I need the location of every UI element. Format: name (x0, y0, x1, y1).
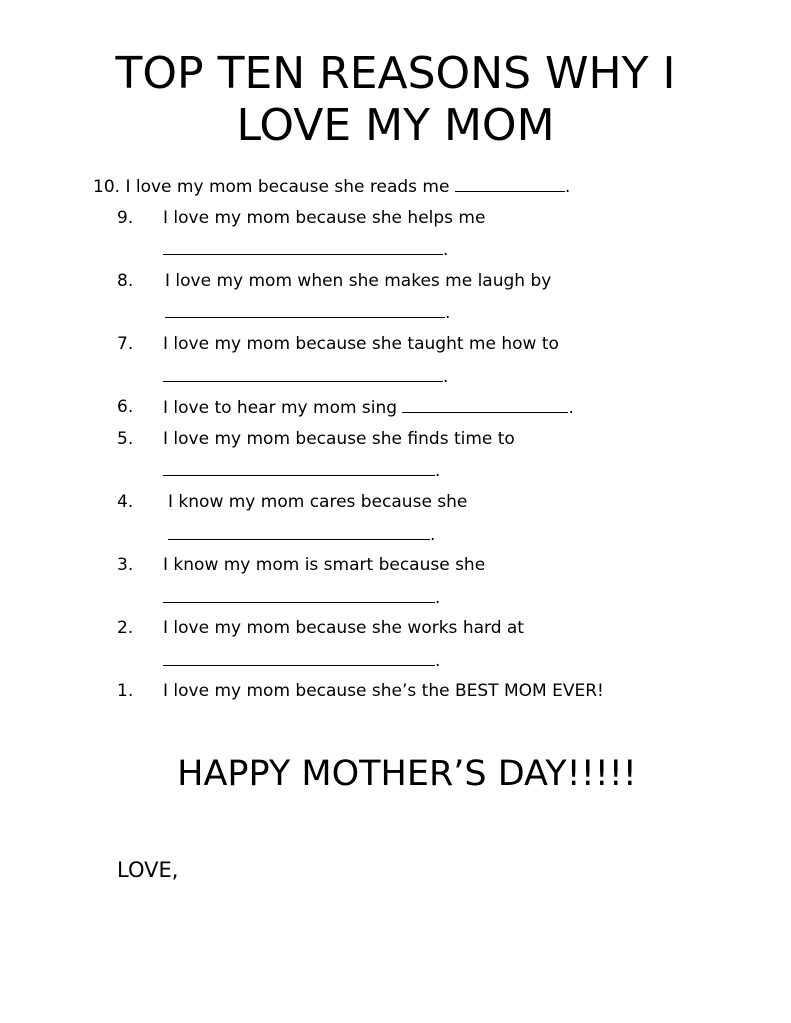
reason-10-end: . (564, 177, 571, 197)
reason-5-end: . (435, 461, 441, 481)
reason-3-answer (163, 587, 440, 608)
reason-10-blank[interactable] (455, 176, 565, 192)
reason-2-blank[interactable] (163, 650, 435, 666)
signoff: LOVE, (117, 858, 179, 882)
reason-8-text: I love my mom when she makes me laugh by (165, 271, 552, 291)
reason-5-text: I love my mom because she finds time to (163, 429, 515, 449)
reason-9-answer (163, 239, 448, 260)
reason-6-end: . (568, 398, 574, 418)
reason-10-text: I love my mom because she reads me (125, 177, 450, 197)
reason-3-blank[interactable] (163, 587, 435, 603)
reason-8-answer (165, 302, 450, 323)
reason-3-text: I know my mom is smart because she (163, 555, 486, 575)
reason-7-end: . (443, 367, 449, 387)
reason-6 (163, 397, 574, 418)
reason-5-number: 5. (117, 429, 134, 449)
reason-6-blank[interactable] (402, 397, 568, 413)
happy-mothers-day-banner: HAPPY MOTHER’S DAY!!!!! (177, 754, 637, 794)
reason-7-number: 7. (117, 334, 134, 354)
reason-3-number: 3. (117, 555, 134, 575)
reason-8-blank[interactable] (165, 302, 445, 318)
reason-9-end: . (443, 240, 449, 260)
reason-10-number: 10. (93, 177, 121, 197)
reason-7-blank[interactable] (163, 366, 443, 382)
reason-7-text: I love my mom because she taught me how to (163, 334, 559, 354)
reason-2-end: . (435, 651, 441, 671)
reason-2-number: 2. (117, 618, 134, 638)
reason-2-answer (163, 650, 440, 671)
reason-4-text: I know my mom cares because she (168, 492, 468, 512)
reason-9-blank[interactable] (163, 239, 443, 255)
reason-4-blank[interactable] (168, 524, 430, 540)
page-title-line1: TOP TEN REASONS WHY I (115, 48, 676, 99)
page-title (60, 48, 731, 152)
reason-6-number: 6. (117, 397, 134, 417)
reason-8-end: . (445, 303, 451, 323)
reason-3-end: . (435, 588, 441, 608)
reason-4-answer (168, 524, 435, 545)
reason-5-blank[interactable] (163, 460, 435, 476)
reason-8-number: 8. (117, 271, 134, 291)
reason-10 (93, 176, 570, 197)
reason-4-number: 4. (117, 492, 134, 512)
reason-1-text: I love my mom because she’s the BEST MOM EVER! (163, 681, 604, 701)
reason-7-answer (163, 366, 448, 387)
reason-9-text: I love my mom because she helps me (163, 208, 486, 228)
reason-9-number: 9. (117, 208, 134, 228)
reason-4-end: . (430, 525, 436, 545)
reason-5-answer (163, 460, 440, 481)
reason-6-text: I love to hear my mom sing (163, 398, 398, 418)
page-title-line2: LOVE MY MOM (236, 100, 555, 151)
reason-1-number: 1. (117, 681, 134, 701)
reason-2-text: I love my mom because she works hard at (163, 618, 524, 638)
